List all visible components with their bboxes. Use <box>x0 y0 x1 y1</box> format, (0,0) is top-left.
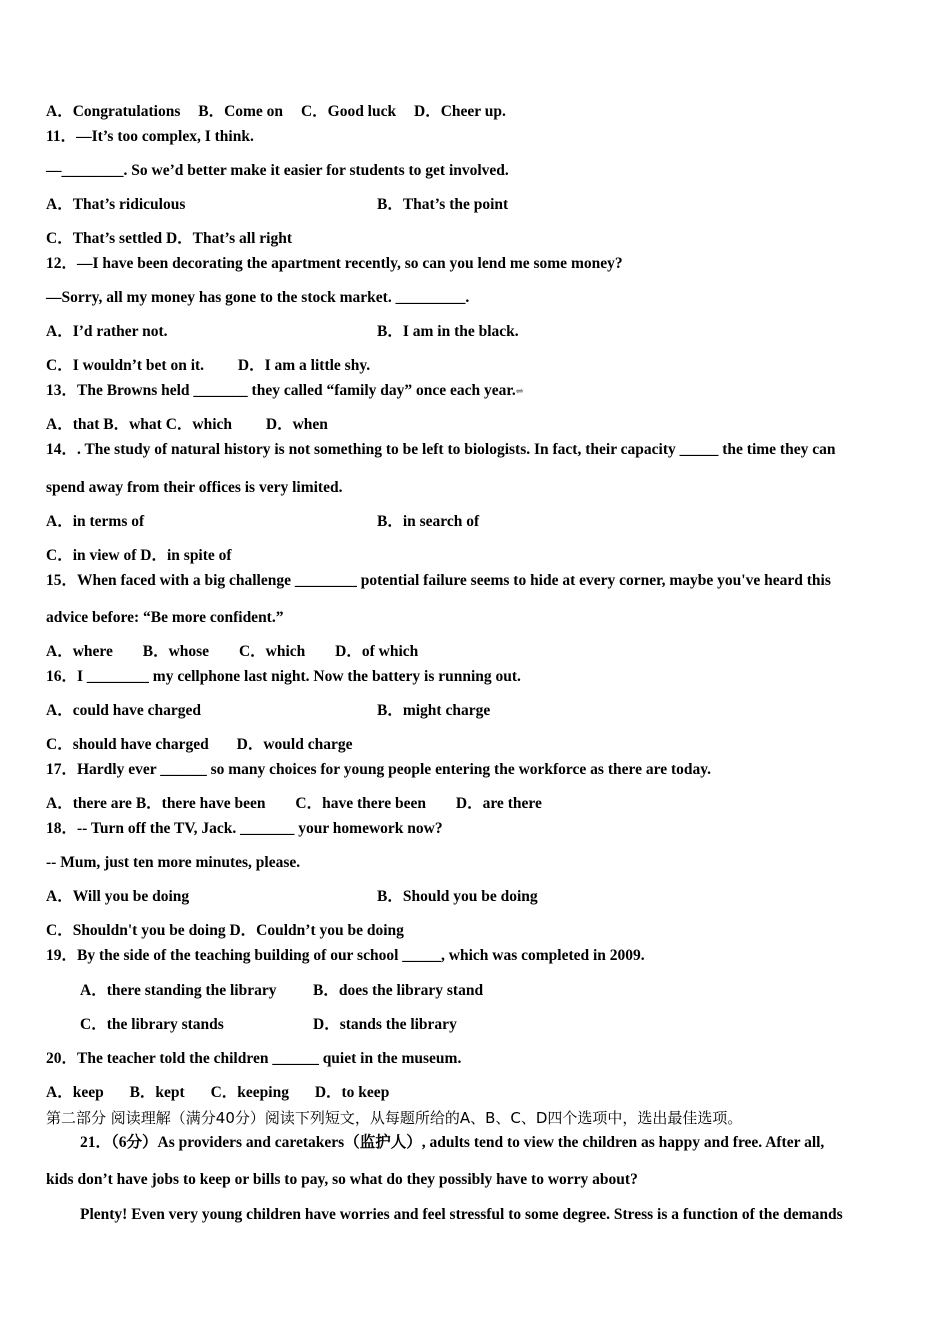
question-13 <box>46 381 910 401</box>
q15-options <box>46 642 910 662</box>
option: B．whose <box>142 643 210 660</box>
option: D．I am a little shy. <box>237 357 371 374</box>
q19-options-row2 <box>80 1015 910 1035</box>
option: C．which <box>238 643 306 660</box>
q11-options-row1 <box>46 195 910 215</box>
question-11: 11．—It’s too complex, I think. <box>46 128 254 145</box>
question-19: 19．By the side of the teaching building of our school _____, which was completed in 2009. <box>46 947 645 964</box>
option: B．does the library stand <box>313 982 484 999</box>
option: B．kept <box>129 1084 185 1101</box>
option: D．when <box>265 416 328 433</box>
question-12: 12．—I have been decorating the apartment recently, so can you lend me some money? <box>46 255 623 272</box>
passage-line: kids don’t have jobs to keep or bills to pay, so what do they possibly have to worry about? <box>46 1171 638 1188</box>
question-12-reply: —Sorry, all my money has gone to the stock market. _________. <box>46 289 470 306</box>
question-15-cont: advice before: “Be more confident.” <box>46 609 284 626</box>
option: A．That’s ridiculous <box>46 196 186 213</box>
question-18-reply: -- Mum, just ten more minutes, please. <box>46 854 301 871</box>
option: B．Should you be doing <box>377 888 538 905</box>
question-18: 18．-- Turn off the TV, Jack. _______ your homework now? <box>46 820 443 837</box>
question-13-text: 13．The Browns held _______ they called “family day” once each year. <box>46 382 516 399</box>
q18-options-row2: C．Shouldn't you be doing D．Couldn’t you be doing <box>46 922 404 939</box>
option: A．could have charged <box>46 702 202 719</box>
watermark-glyph: ⇌ <box>515 386 524 397</box>
question-17: 17．Hardly ever ______ so many choices for young people entering the workforce as there are today. <box>46 761 711 778</box>
part2-heading: 第二部分 阅读理解（满分40分）阅读下列短文，从每题所给的A、B、C、D四个选项中，选出最佳选项。 <box>46 1109 743 1127</box>
question-11-reply: —________. So we’d better make it easier for students to get involved. <box>46 162 509 179</box>
option: D．stands the library <box>313 1016 457 1033</box>
q19-options-row1 <box>80 981 910 1001</box>
option: C．keeping <box>210 1084 289 1101</box>
option: B．That’s the point <box>377 196 509 213</box>
option: B．Come on <box>198 103 284 120</box>
q14-options-row2: C．in view of D．in spite of <box>46 547 232 564</box>
option: C．Good luck <box>300 103 397 120</box>
option: D．are there <box>455 795 542 812</box>
q18-options-row1 <box>46 887 910 907</box>
option: C．I wouldn’t bet on it. <box>46 357 205 374</box>
option: A．there standing the library <box>80 982 277 999</box>
question-20: 20．The teacher told the children ______ quiet in the museum. <box>46 1050 462 1067</box>
question-15: 15．When faced with a big challenge ________ potential failure seems to hide at every corner, maybe you've heard this <box>46 572 831 589</box>
option: A．there are B．there have been <box>46 795 266 812</box>
option: C．have there been <box>295 795 427 812</box>
option: B．might charge <box>377 702 491 719</box>
q16-options-row2 <box>46 735 910 755</box>
option: B．I am in the black. <box>377 323 519 340</box>
q11-options-row2: C．That’s settled D．That’s all right <box>46 230 292 247</box>
passage-line: Plenty! Even very young children have worries and feel stressful to some degree. Stress is a function of the demands <box>80 1206 843 1223</box>
option: D．of which <box>335 643 419 660</box>
option: C．should have charged <box>46 736 209 753</box>
option: A．that B．what C．which <box>46 416 233 433</box>
q14-options-row1 <box>46 512 910 532</box>
question-21: 21．（6分）As providers and caretakers（监护人）, adults tend to view the children as happy and free. After all, <box>80 1134 825 1151</box>
q17-options <box>46 794 910 814</box>
question-14-cont: spend away from their offices is very limited. <box>46 479 343 496</box>
q12-options-row1 <box>46 322 910 342</box>
option: A．Congratulations <box>46 103 181 120</box>
q16-options-row1 <box>46 701 910 721</box>
question-16: 16．I ________ my cellphone last night. Now the battery is running out. <box>46 668 521 685</box>
q20-options <box>46 1083 910 1103</box>
q12-options-row2 <box>46 356 910 376</box>
option: D．to keep <box>314 1084 390 1101</box>
option: B．in search of <box>377 513 480 530</box>
option: D．Cheer up. <box>414 103 506 120</box>
q10-options <box>46 102 910 122</box>
question-14: 14．. The study of natural history is not something to be left to biologists. In fact, their capacity _____ the time they can <box>46 441 836 458</box>
option: A．I’d rather not. <box>46 323 168 340</box>
option: A．keep <box>46 1084 104 1101</box>
option: A．where <box>46 643 113 660</box>
option: A．Will you be doing <box>46 888 190 905</box>
option: D．would charge <box>236 736 353 753</box>
option: C．the library stands <box>80 1016 224 1033</box>
option: A．in terms of <box>46 513 145 530</box>
q13-options <box>46 415 910 435</box>
